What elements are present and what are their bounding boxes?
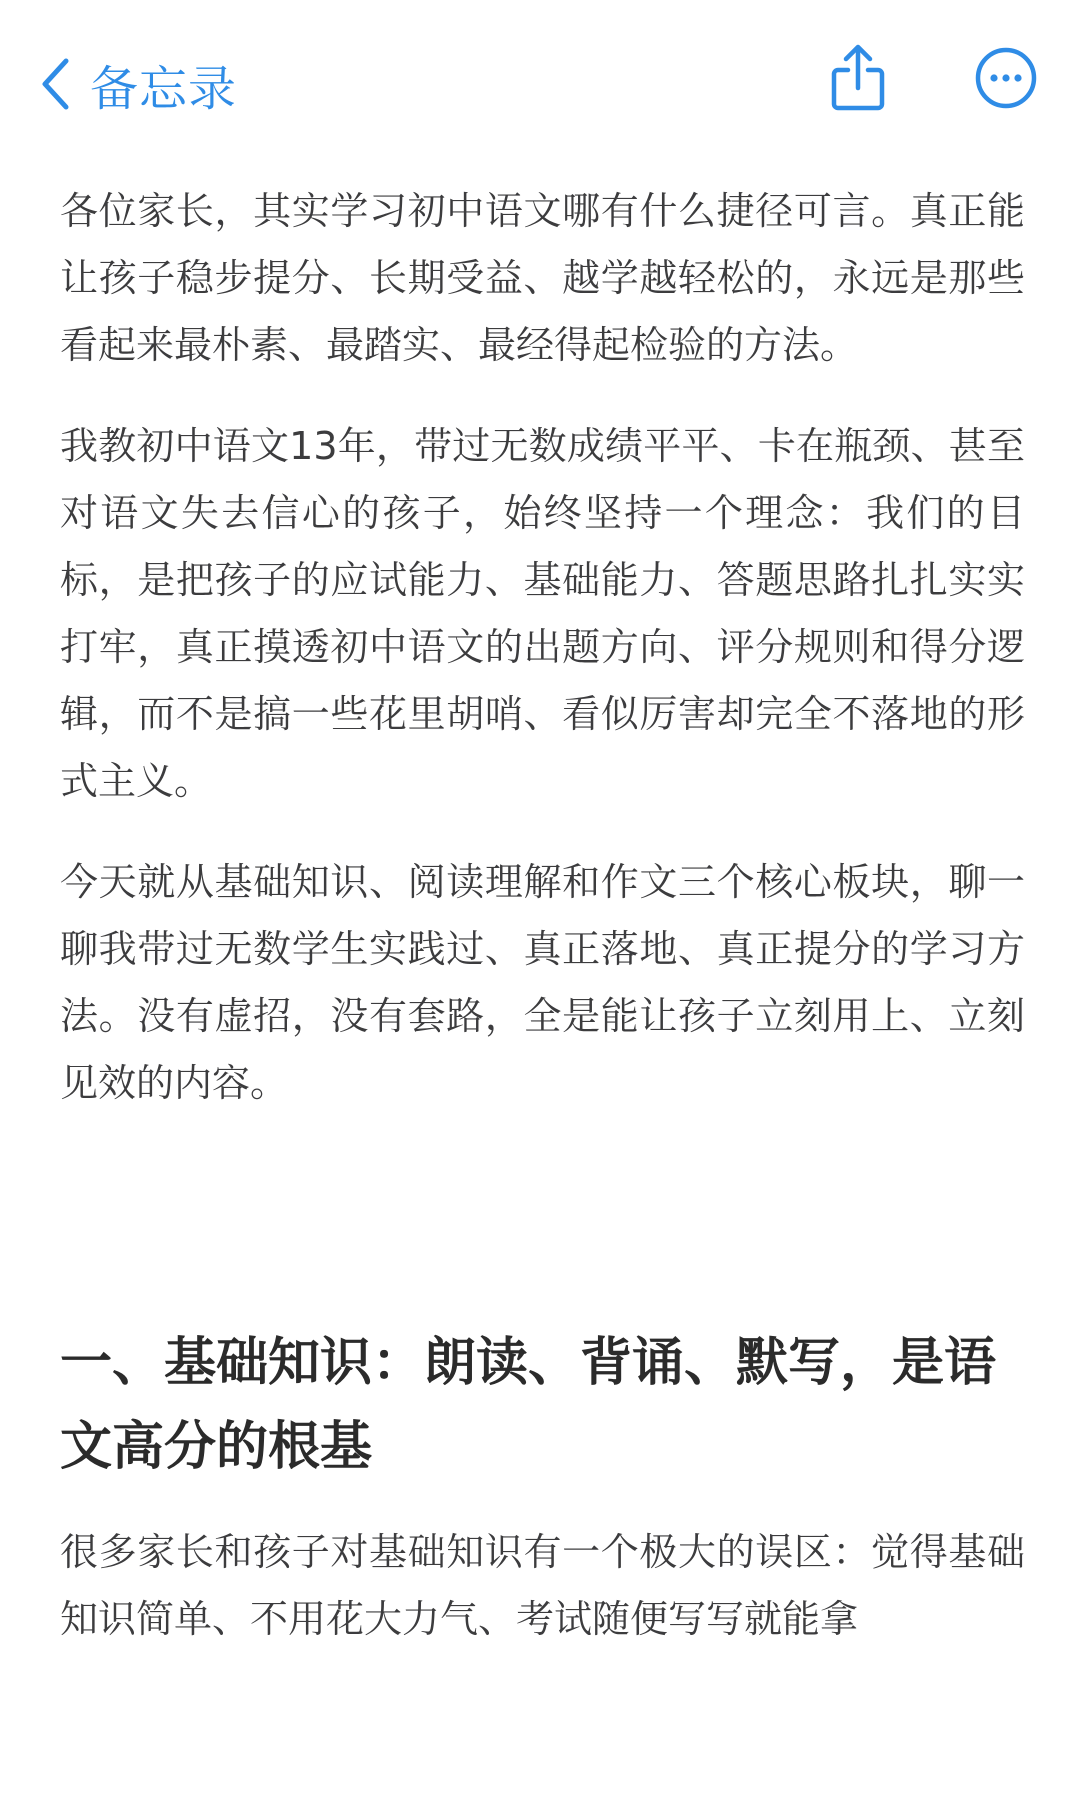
back-label: 备忘录	[90, 60, 238, 117]
chevron-left-icon	[40, 57, 70, 111]
more-button[interactable]	[966, 40, 1046, 120]
share-button[interactable]	[818, 40, 898, 120]
blank-line	[60, 1151, 1025, 1321]
note-paragraph: 各位家长，其实学习初中语文哪有什么捷径可言。真正能让孩子稳步提分、长期受益、越学越轻松的，永远是那些看起来最朴素、最踏实、最经得起检验的方法。	[60, 189, 1025, 367]
share-icon	[828, 42, 888, 118]
navigation-bar	[0, 0, 1080, 170]
note-paragraph: 我教初中语文13年，带过无数成绩平平、卡在瓶颈、甚至对语文失去信心的孩子，始终坚持一个理念：我们的目标，是把孩子的应试能力、基础能力、答题思路扎扎实实打牢，真正摸透初中语文的出题方向、评分规则和得分逻辑，而不是搞一些花里胡哨、看似厉害却完全不落地的形式主义。	[60, 424, 1025, 803]
ellipsis-circle-icon	[974, 46, 1038, 114]
note-body[interactable]	[60, 178, 1025, 1687]
section-heading: 一、基础知识：朗读、背诵、默写，是语文高分的根基	[60, 1333, 997, 1477]
back-button[interactable]	[40, 48, 237, 120]
note-paragraph: 今天就从基础知识、阅读理解和作文三个核心板块，聊一聊我带过无数学生实践过、真正落地、真正提分的学习方法。没有虚招，没有套路，全是能让孩子立刻用上、立刻见效的内容。	[60, 860, 1025, 1105]
note-paragraph: 很多家长和孩子对基础知识有一个极大的误区：觉得基础知识简单、不用花大力气、考试随便写写就能拿	[60, 1530, 1025, 1641]
